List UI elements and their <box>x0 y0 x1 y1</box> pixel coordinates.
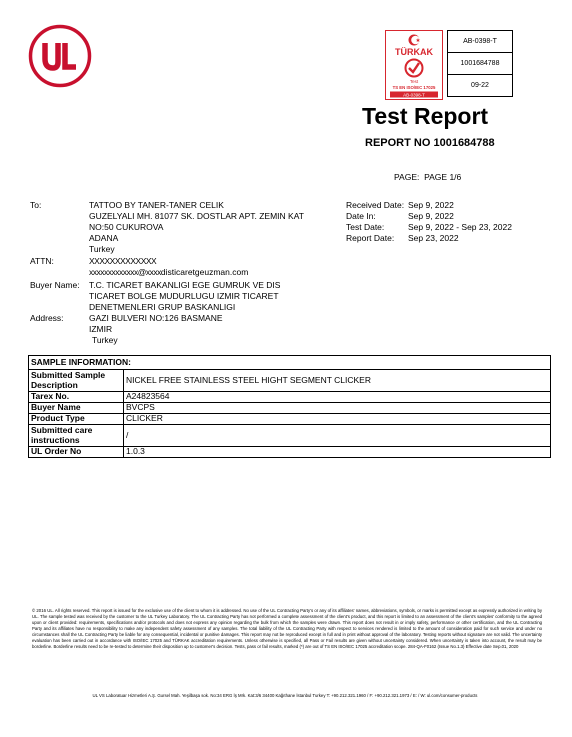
sample-heading: SAMPLE INFORMATION: <box>29 356 551 370</box>
test-date: Sep 9, 2022 - Sep 23, 2022 <box>408 222 512 232</box>
table-row <box>29 447 551 458</box>
row-label: Product Type <box>29 414 124 425</box>
turkak-test-text: Test <box>409 79 419 84</box>
turkak-logo <box>385 30 443 100</box>
page-label: PAGE: <box>394 172 420 182</box>
test-date-label: Test Date: <box>346 222 385 232</box>
acc-report-no: 1001684788 <box>448 53 513 75</box>
attn-label: ATTN: <box>30 256 54 266</box>
to-line-2: GUZELYALI MH. 81077 SK. DOSTLAR APT. ZEMIN KAT <box>89 211 304 221</box>
address-line-1: GAZI BULVERI NO:126 BASMANE <box>89 313 223 323</box>
row-value: NICKEL FREE STAINLESS STEEL HIGHT SEGMENT CLICKER <box>124 370 551 392</box>
page-value: PAGE 1/6 <box>424 172 462 182</box>
attn-email-domain: disticaretgeuzman.com <box>160 267 249 277</box>
row-label: Submitted care instructions <box>29 425 124 447</box>
table-row <box>29 370 551 392</box>
row-value: A24823564 <box>124 392 551 403</box>
to-line-4: ADANA <box>89 233 119 243</box>
buyer-line-2: TICARET BOLGE MUDURLUGU IZMIR TICARET <box>89 291 279 301</box>
table-row <box>29 392 551 403</box>
legal-disclaimer: © 2016 UL. All rights reserved. This report is issued for the exclusive use of the client to whom it is addressed. No use of the UL Contracting Party's or any of its affiliates' names, abbreviations, symbols, or marks is permitted except as expressly authorized in writing by UL. The sample tested was received by the customer to the UL Turkey Laboratory. The UL Contracting Party has not performed a complete assessment of the client's product, and this report is limited to an assessment of the client's samples' conformity to the agreed upon or client provided: requirements, specifications and/or protocols and does not express any opinion regarding the bulk from which the samples were drawn. This report does not result in or imply safety, performance or other certification, and the UL Contracting Party and its affiliates have no responsibility to make any independent safety assessment of any samples. The total liability of the UL Contracting Party with respect to services rendered is limited to the amount of consideration paid for such service and under no circumstances shall the UL Contracting Party be liable for any consequential, incidental or punitive damages. This report may not be reproduced except in full and in print without approval of the laboratory. Testing reports without signature are not valid. The uncertainty evaluation has been carried out in accordance with ISO/IEC 17025 and TÜRKAK accreditation requirements. Unless otherwise is specified, all Pass or Fail results are given without uncertainty considered. When uncertainty is taken into account, the result may be borderline. Borderline results need to be re-tested to determine their disposition up to customer's decision. Tests, pass or fail results, marked (*) are out of TS EN ISO/IEC 17025 accreditation scope. 284-QA-F0162 (Issue No.1.3) Effective date Sep.01, 2020 <box>32 608 542 649</box>
page-title: Test Report <box>362 103 489 129</box>
sample-information-table <box>28 355 551 458</box>
turkak-brand-text: TÜRKAK <box>395 47 433 57</box>
to-line-3: NO:50 CUKUROVA <box>89 222 164 232</box>
address-line-2: IZMIR <box>89 324 113 334</box>
buyer-label: Buyer Name: <box>30 280 80 290</box>
row-value: / <box>124 425 551 447</box>
acc-code: AB-0398-T <box>448 31 513 53</box>
received-date-label: Received Date: <box>346 200 405 210</box>
report-date-label: Report Date: <box>346 233 395 243</box>
address-label: Address: <box>30 313 64 323</box>
to-line-1: TATTOO BY TANER-TANER CELIK <box>89 200 224 210</box>
table-row <box>29 403 551 414</box>
lab-address: UL VS Laboratuar Hizmetleri A.Ş. Gursel Mah. Yeşilbaşa sok. No:34 ERG İş Mrk. Kat:3/6 34400 Kağıthane İstanbul Turkey T: +90.212.321.1960 / F: +90.212.321.1973 / E: / W: ul.com/consumer-products <box>92 693 478 698</box>
attn-email <box>89 267 248 278</box>
acc-date: 09-22 <box>448 75 513 97</box>
address-line-3: Turkey <box>92 335 118 345</box>
table-row <box>29 414 551 425</box>
row-label: Submitted Sample Description <box>29 370 124 392</box>
page-indicator <box>394 172 461 182</box>
ul-logo <box>28 24 92 88</box>
report-no-label: REPORT NO <box>365 137 431 149</box>
date-in-label: Date In: <box>346 211 376 221</box>
report-date: Sep 23, 2022 <box>408 233 459 243</box>
attn-name-redacted: XXXXXXXXXXXXX <box>89 256 157 266</box>
turkak-ab-text: AB-0398-T <box>403 92 425 98</box>
attn-email-redacted: xxxxxxxxxxxxx@xxxx <box>89 267 161 277</box>
row-value: BVCPS <box>124 403 551 414</box>
row-label: Buyer Name <box>29 403 124 414</box>
turkak-std-text: TS EN ISO/IEC 17025 <box>392 85 436 90</box>
buyer-line-3: DENETMENLERI GRUP BASKANLIGI <box>89 302 236 312</box>
date-in: Sep 9, 2022 <box>408 211 454 221</box>
to-line-5: Turkey <box>89 244 115 254</box>
row-label: UL Order No <box>29 447 124 458</box>
to-label: To: <box>30 200 42 210</box>
received-date: Sep 9, 2022 <box>408 200 454 210</box>
row-value: CLICKER <box>124 414 551 425</box>
row-label: Tarex No. <box>29 392 124 403</box>
accreditation-box <box>447 30 513 97</box>
row-value: 1.0.3 <box>124 447 551 458</box>
report-no-value: 1001684788 <box>433 137 495 149</box>
buyer-line-1: T.C. TICARET BAKANLIGI EGE GUMRUK VE DIS <box>89 280 281 290</box>
report-number <box>365 137 495 149</box>
table-row <box>29 425 551 447</box>
